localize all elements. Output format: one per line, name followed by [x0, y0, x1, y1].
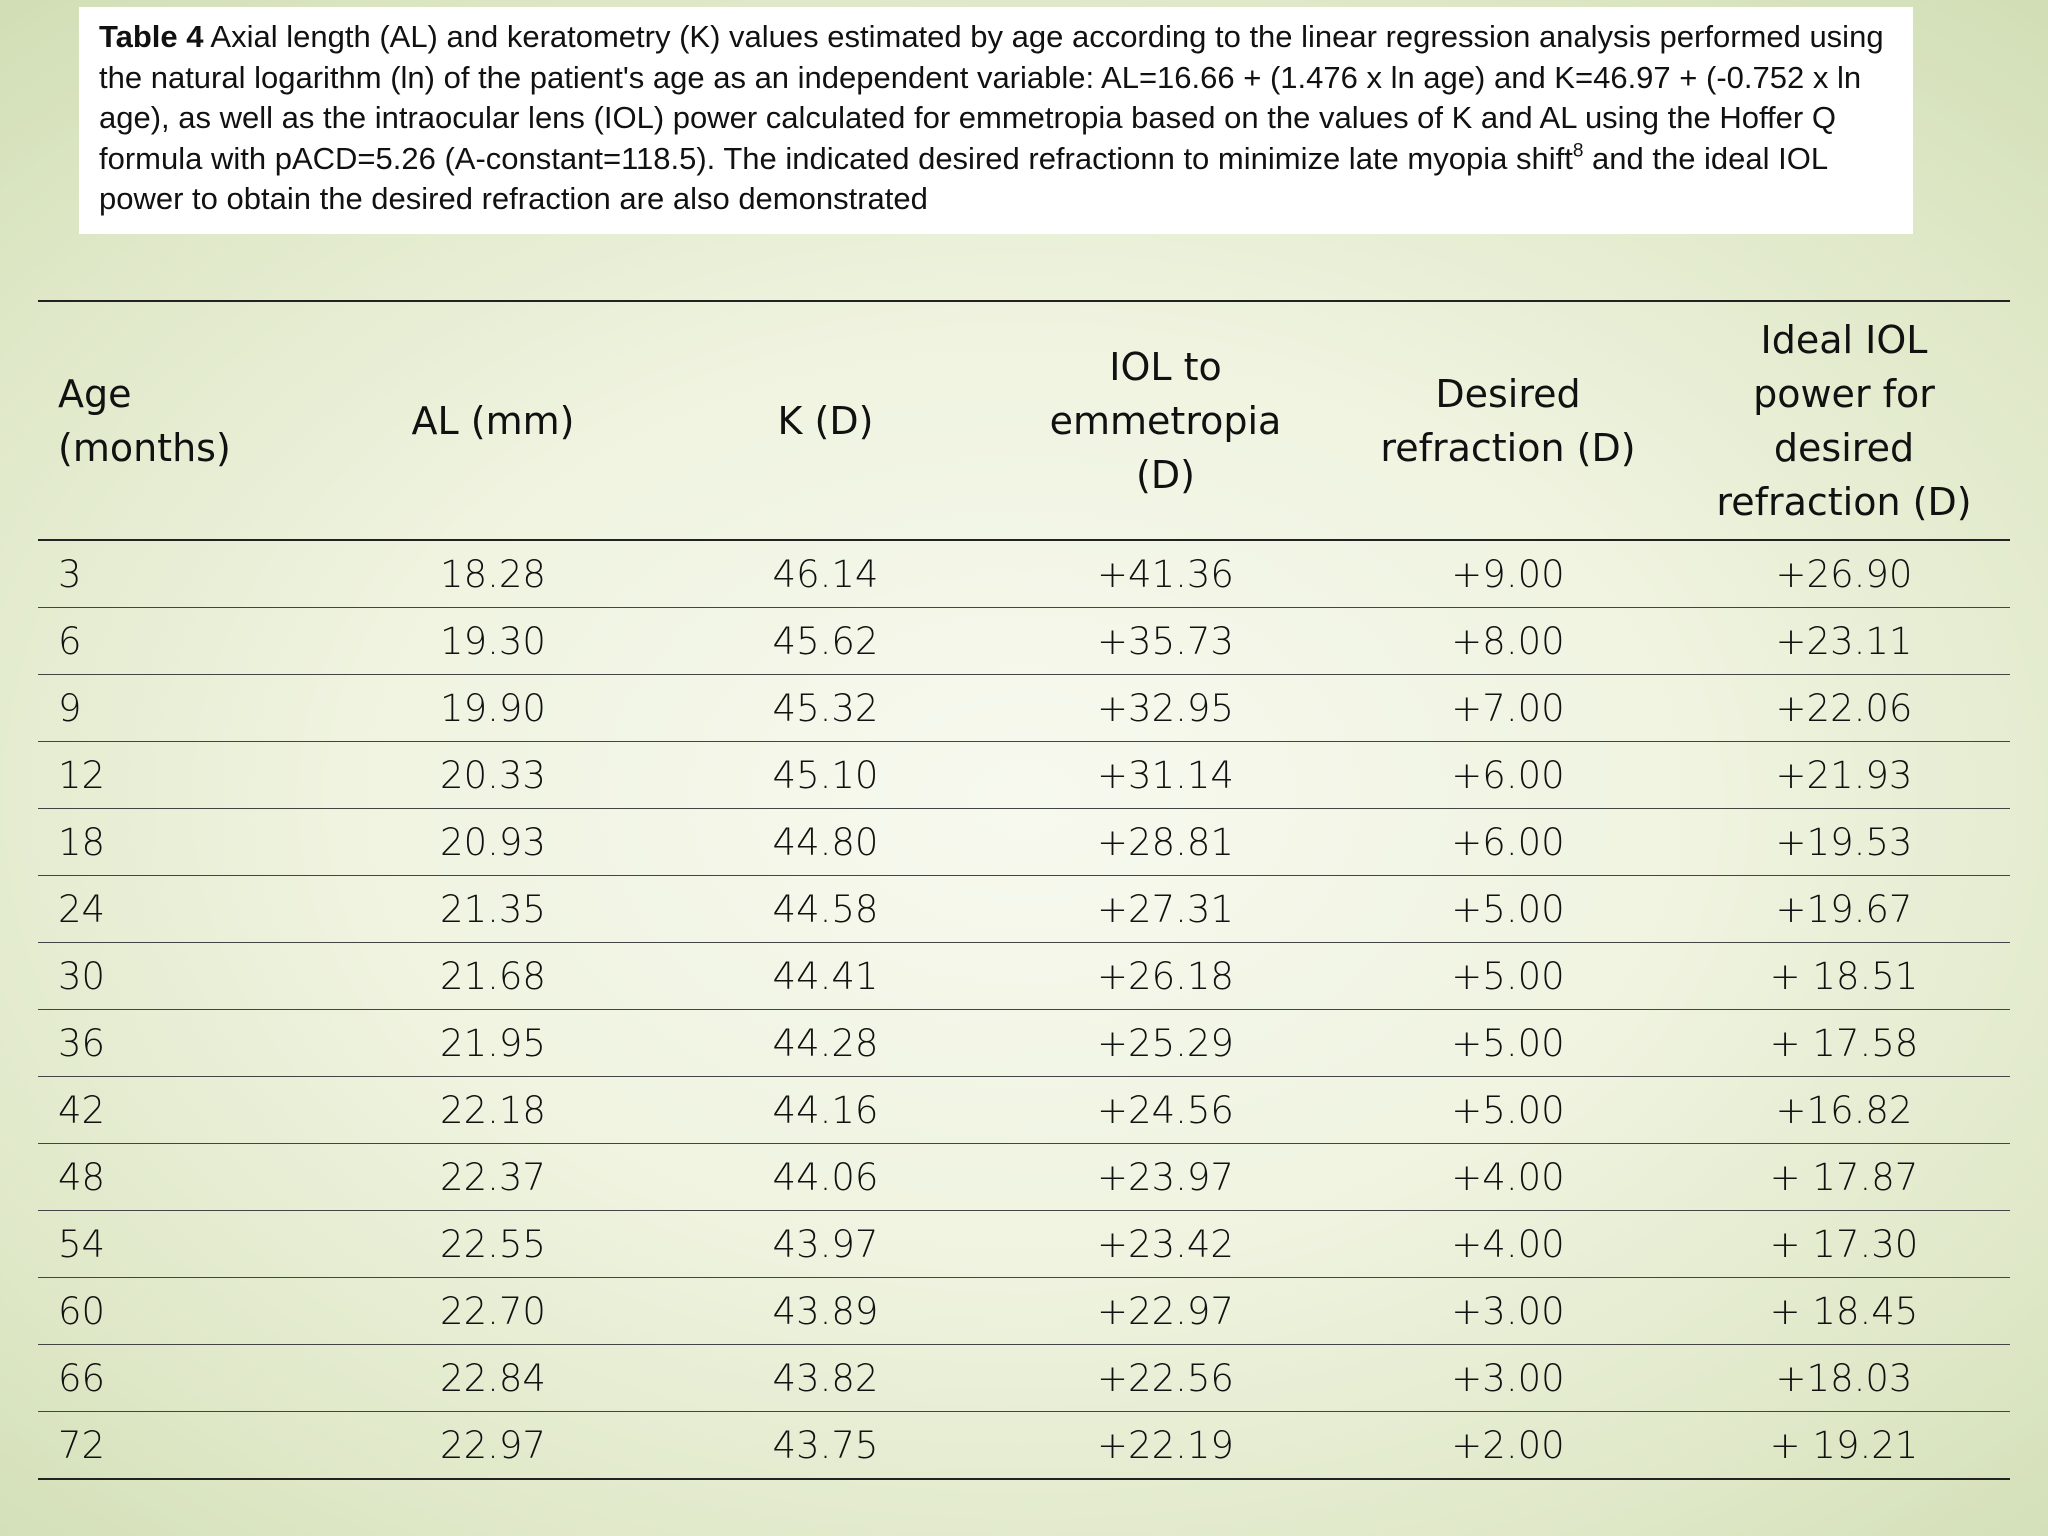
table-cell-desired-refraction: +7.00 — [1338, 675, 1678, 742]
table-cell-desired-refraction: +5.00 — [1338, 876, 1678, 943]
table-cell-al: 20.33 — [328, 742, 658, 809]
table-cell-iol-emmetropia: +22.19 — [1097, 1423, 1234, 1467]
table-cell-k: 43.82 — [658, 1345, 993, 1412]
column-header-line: (months) — [58, 425, 231, 470]
column-header-line: refraction (D) — [1716, 479, 1972, 524]
table-cell-desired-refraction: +5.00 — [1338, 1077, 1678, 1144]
table-cell-age: 3 — [38, 540, 328, 608]
column-header-line: (D) — [1136, 452, 1195, 497]
table-cell-iol-emmetropia: +32.95 — [993, 675, 1338, 742]
table-cell-desired-refraction: +3.00 — [1338, 1345, 1678, 1412]
table-cell-al: 22.18 — [328, 1077, 658, 1144]
table-cell-ideal-iol-power: + 18.51 — [1678, 943, 2010, 1010]
table-cell-al: 18.28 — [328, 540, 658, 608]
table-cell-age: 30 — [38, 943, 328, 1010]
table-row — [38, 742, 2010, 809]
table-cell-desired-refraction: +3.00 — [1338, 1278, 1678, 1345]
caption-reference: 8 — [1572, 140, 1584, 162]
table-cell-ideal-iol-power: +19.53 — [1678, 809, 2010, 876]
table-cell-iol-emmetropia: +28.81 — [993, 809, 1338, 876]
table-cell-al: 22.84 — [328, 1345, 658, 1412]
table-cell-ideal-iol-power: +22.06 — [1678, 675, 2010, 742]
table-cell-k: 44.06 — [658, 1144, 993, 1211]
caption-box — [79, 7, 1913, 234]
table-cell-age: 60 — [38, 1278, 328, 1345]
column-header-iol-emmetropia — [993, 301, 1338, 540]
column-header-line: power for — [1753, 371, 1935, 416]
column-header-al — [328, 301, 658, 540]
table-cell-al: 21.95 — [328, 1010, 658, 1077]
column-header-line: IOL to — [1109, 344, 1222, 389]
table-cell-iol-emmetropia: +26.18 — [993, 943, 1338, 1010]
table-cell-k: 45.32 — [658, 675, 993, 742]
table-cell-al: 21.35 — [328, 876, 658, 943]
table-cell-al: 22.97 — [440, 1423, 546, 1467]
table-cell-iol-emmetropia: +35.73 — [993, 608, 1338, 675]
table-cell-age: 12 — [38, 742, 328, 809]
column-header-ideal-iol-power — [1678, 301, 2010, 540]
table-cell-desired-refraction: +5.00 — [1338, 1010, 1678, 1077]
table-row — [38, 1345, 2010, 1412]
table-cell-ideal-iol-power: +18.03 — [1678, 1345, 2010, 1412]
table-cell-desired-refraction: +8.00 — [1338, 608, 1678, 675]
table-cell-age: 18 — [38, 809, 328, 876]
table-cell-k: 45.62 — [658, 608, 993, 675]
table-row — [38, 540, 2010, 608]
table-cell-k: 44.28 — [658, 1010, 993, 1077]
table-cell-iol-emmetropia: +24.56 — [993, 1077, 1338, 1144]
table-row — [38, 943, 2010, 1010]
table-cell-ideal-iol-power: + 17.58 — [1678, 1010, 2010, 1077]
table-cell-desired-refraction: +6.00 — [1338, 742, 1678, 809]
table-cell-age: 6 — [38, 608, 328, 675]
table-caption — [99, 17, 1893, 220]
column-header-line: refraction (D) — [1380, 425, 1636, 470]
table-cell-al: 20.93 — [328, 809, 658, 876]
table-row — [38, 1077, 2010, 1144]
column-header-line: desired — [1773, 425, 1915, 470]
table-cell-k: 43.97 — [658, 1211, 993, 1278]
table-cell-k: 44.58 — [658, 876, 993, 943]
table-header-row — [38, 301, 2010, 540]
column-header-line: Ideal IOL — [1760, 317, 1928, 362]
table-body — [38, 540, 2010, 1479]
column-header-line: Age — [58, 371, 132, 416]
table-cell-desired-refraction: +5.00 — [1338, 943, 1678, 1010]
table-cell-desired-refraction: +6.00 — [1338, 809, 1678, 876]
table-cell-age: 48 — [38, 1144, 328, 1211]
table-cell-ideal-iol-power: +16.82 — [1678, 1077, 2010, 1144]
table-cell-desired-refraction: +4.00 — [1338, 1144, 1678, 1211]
table-row — [38, 1211, 2010, 1278]
table-cell-k: 43.75 — [772, 1423, 879, 1467]
caption-label: Table 4 — [99, 19, 204, 54]
table-cell-iol-emmetropia: +27.31 — [993, 876, 1338, 943]
table-cell-ideal-iol-power: + 17.87 — [1678, 1144, 2010, 1211]
table-cell-k: 43.89 — [658, 1278, 993, 1345]
table-cell-ideal-iol-power: +23.11 — [1678, 608, 2010, 675]
table-cell-ideal-iol-power: + 19.21 — [1769, 1423, 1919, 1467]
table-row — [38, 1010, 2010, 1077]
table-cell-iol-emmetropia: +25.29 — [993, 1010, 1338, 1077]
table-cell-al: 22.37 — [328, 1144, 658, 1211]
table-cell-iol-emmetropia: +22.56 — [993, 1345, 1338, 1412]
table-cell-desired-refraction: +9.00 — [1338, 540, 1678, 608]
table-cell-desired-refraction: +2.00 — [1451, 1423, 1565, 1467]
table-cell-age: 54 — [38, 1211, 328, 1278]
table-cell-ideal-iol-power: +21.93 — [1678, 742, 2010, 809]
caption-text-end: and the ideal IOL power to obtain the desired refraction are also demonstrated — [99, 140, 1827, 217]
table-row — [38, 608, 2010, 675]
column-header-age — [38, 301, 328, 540]
table-cell-iol-emmetropia: +41.36 — [993, 540, 1338, 608]
table-cell-age: 42 — [38, 1077, 328, 1144]
table-cell-desired-refraction: +4.00 — [1338, 1211, 1678, 1278]
table-row — [38, 1412, 2010, 1480]
table-row — [38, 1144, 2010, 1211]
table-cell-iol-emmetropia: +22.97 — [993, 1278, 1338, 1345]
column-header-line: Desired — [1435, 371, 1581, 416]
table-cell-al: 22.55 — [328, 1211, 658, 1278]
table-cell-age: 36 — [38, 1010, 328, 1077]
table-cell-age: 9 — [38, 675, 328, 742]
table-cell-ideal-iol-power: +19.67 — [1678, 876, 2010, 943]
data-table — [38, 300, 2010, 1480]
column-header-desired-refraction — [1338, 301, 1678, 540]
table-row — [38, 809, 2010, 876]
table-cell-k: 44.80 — [658, 809, 993, 876]
column-header-line: emmetropia — [1049, 398, 1282, 443]
table-cell-al: 19.90 — [328, 675, 658, 742]
column-header-line: K (D) — [777, 398, 874, 443]
table-cell-iol-emmetropia: +23.97 — [993, 1144, 1338, 1211]
table-cell-k: 44.41 — [658, 943, 993, 1010]
table-cell-age: 66 — [38, 1345, 328, 1412]
table-row — [38, 876, 2010, 943]
table-cell-al: 19.30 — [328, 608, 658, 675]
table-cell-age: 24 — [38, 876, 328, 943]
table-cell-age: 72 — [58, 1423, 106, 1467]
table-cell-k: 46.14 — [658, 540, 993, 608]
table-row — [38, 675, 2010, 742]
table-cell-al: 21.68 — [328, 943, 658, 1010]
table-cell-k: 44.16 — [658, 1077, 993, 1144]
table-cell-ideal-iol-power: + 17.30 — [1678, 1211, 2010, 1278]
table-cell-iol-emmetropia: +31.14 — [993, 742, 1338, 809]
caption-text: Axial length (AL) and keratometry (K) values estimated by age according to the linear regression analysis performed using the natural logarithm (ln) of the patient's age as an independent variable: AL=16.66 + (1.476 x ln age) and K=46.97 + (-0.752 x ln age), as well as the intraocular lens (IOL) power calculated for emmetropia based on the values of K and AL using the Hoffer Q formula with pACD=5.26 (A-constant=118.5). The indicated desired refractionn to minimize late myopia shift — [99, 19, 1884, 176]
table-cell-al: 22.70 — [328, 1278, 658, 1345]
table-cell-ideal-iol-power: +26.90 — [1678, 540, 2010, 608]
column-header-k — [658, 301, 993, 540]
table-cell-ideal-iol-power: + 18.45 — [1678, 1278, 2010, 1345]
table-cell-k: 45.10 — [658, 742, 993, 809]
column-header-line: AL (mm) — [411, 398, 575, 443]
table-row — [38, 1278, 2010, 1345]
table-cell-iol-emmetropia: +23.42 — [993, 1211, 1338, 1278]
